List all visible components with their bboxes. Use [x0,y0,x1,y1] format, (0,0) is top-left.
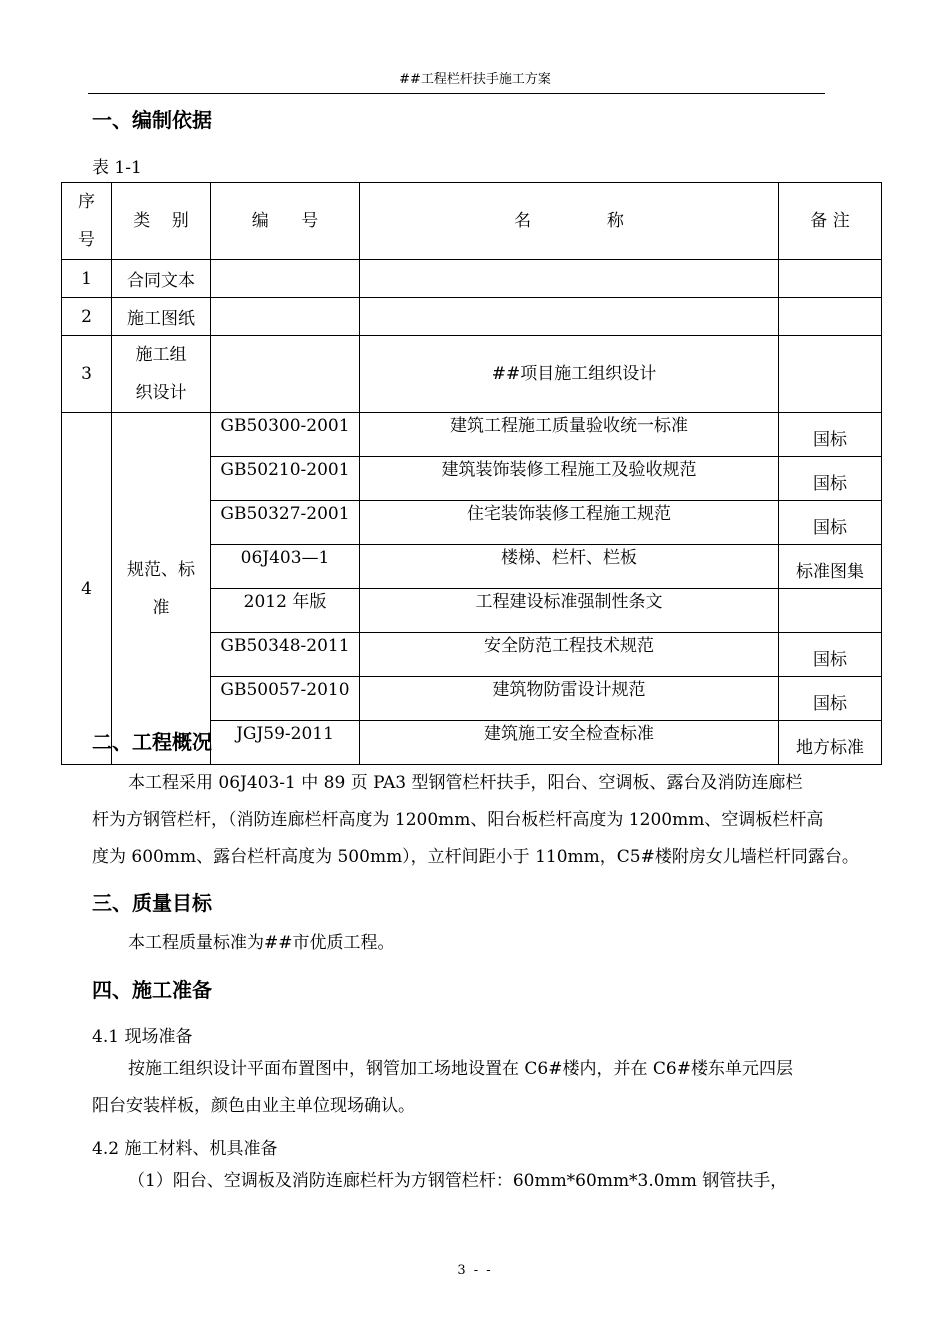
cell-type: 规范、标 准 [112,413,211,765]
cell-note: 地方标准 [779,721,882,765]
page-header-title: ##工程栏杆扶手施工方案 [399,72,551,87]
cell-note [779,589,882,633]
section-heading-2: 二、工程概况 [92,730,212,754]
cell-note: 国标 [779,457,882,501]
cell-name: 住宅装饰装修工程施工规范 [360,501,779,545]
cell-seq: 4 [62,413,112,765]
header-rule [88,93,825,94]
cell-code [211,336,360,413]
cell-code: 06J403—1 [211,545,360,589]
cell-name: 建筑物防雷设计规范 [360,677,779,721]
quality-paragraph [92,925,862,962]
page-number: 3 - - [457,1263,493,1278]
cell-name: 建筑施工安全检查标准 [360,721,779,765]
cell-type: 施工图纸 [112,298,211,336]
header-name: 名 称 [360,183,779,260]
header-note: 备 注 [779,183,882,260]
cell-code: 2012 年版 [211,589,360,633]
overview-line: 杆为方钢管栏杆，（消防连廊栏杆高度为 1200mm、阳台板栏杆高度为 1200mm、空调板栏杆高 [92,810,824,830]
cell-note [779,336,882,413]
cell-note [779,298,882,336]
cell-code: GB50327-2001 [211,501,360,545]
cell-type: 施工组 织设计 [112,336,211,413]
table-row [62,298,882,336]
cell-code [211,260,360,298]
table-row [62,413,882,457]
cell-name [360,260,779,298]
cell-name: 楼梯、栏杆、栏板 [360,545,779,589]
cell-note: 国标 [779,413,882,457]
table-row [62,260,882,298]
materials-line: （1）阳台、空调板及消防连廊栏杆为方钢管栏杆：60mm*60mm*3.0mm 钢管扶手， [128,1171,788,1191]
site-prep-paragraph [92,1051,862,1125]
subsection-site-prep: 4.1 现场准备 [92,1027,193,1047]
cell-seq: 2 [62,298,112,336]
cell-note [779,260,882,298]
cell-name: 安全防范工程技术规范 [360,633,779,677]
table-row [62,336,882,413]
overview-line: 本工程采用 06J403-1 中 89 页 PA3 型钢管栏杆扶手，阳台、空调板、露台及消防连廊栏 [128,773,803,793]
specification-table [61,182,882,765]
cell-code: GB50057-2010 [211,677,360,721]
cell-note: 国标 [779,501,882,545]
cell-seq: 1 [62,260,112,298]
section-heading-1: 一、编制依据 [92,108,212,132]
header-type: 类 别 [112,183,211,260]
cell-name: 工程建设标准强制性条文 [360,589,779,633]
section-heading-3: 三、质量目标 [92,891,212,915]
subsection-materials: 4.2 施工材料、机具准备 [92,1139,278,1159]
cell-code: JGJ59-2011 [211,721,360,765]
quality-line: 本工程质量标准为##市优质工程。 [128,933,395,953]
overview-paragraph [92,765,862,876]
cell-code: GB50348-2011 [211,633,360,677]
cell-code: GB50210-2001 [211,457,360,501]
cell-name: 建筑装饰装修工程施工及验收规范 [360,457,779,501]
site-prep-line: 阳台安装样板，颜色由业主单位现场确认。 [92,1096,415,1116]
overview-line: 度为 600mm、露台栏杆高度为 500mm），立杆间距小于 110mm，C5#楼附房女儿墙栏杆同露台。 [92,847,859,867]
header-seq: 序 号 [62,183,112,260]
cell-note: 标准图集 [779,545,882,589]
table-caption: 表 1-1 [92,158,142,178]
cell-seq: 3 [62,336,112,413]
header-code: 编 号 [211,183,360,260]
cell-name [360,298,779,336]
cell-code [211,298,360,336]
cell-type: 合同文本 [112,260,211,298]
cell-note: 国标 [779,677,882,721]
cell-name: ##项目施工组织设计 [360,336,779,413]
section-heading-4: 四、施工准备 [92,978,212,1002]
table-header-row [62,183,882,260]
cell-code: GB50300-2001 [211,413,360,457]
materials-paragraph [92,1163,862,1200]
cell-note: 国标 [779,633,882,677]
site-prep-line: 按施工组织设计平面布置图中，钢管加工场地设置在 C6#楼内，并在 C6#楼东单元四层 [128,1059,793,1079]
cell-name: 建筑工程施工质量验收统一标准 [360,413,779,457]
